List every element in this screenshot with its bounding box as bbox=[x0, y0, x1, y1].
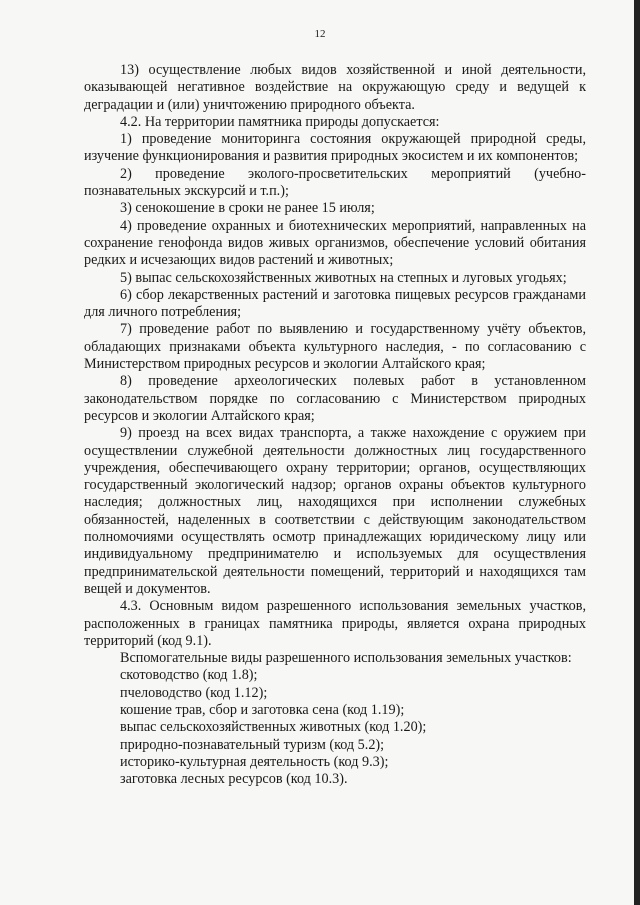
allowed-item-8: 8) проведение археологических полевых работ в установленном законодательством порядке по согласованию с Министерством природных ресурсов и экологии Алтайского края; bbox=[84, 373, 586, 424]
allowed-item-4: 4) проведение охранных и биотехнических мероприятий, направленных на сохранение генофонда видов живых организмов, обеспечение условий обитания редких и исчезающих видов растений и животных; bbox=[84, 217, 586, 269]
auxiliary-use-item: пчеловодство (код 1.12); bbox=[120, 684, 268, 701]
auxiliary-use-item: историко-культурная деятельность (код 9.3); bbox=[120, 753, 389, 770]
auxiliary-use-item: кошение трав, сбор и заготовка сена (код 1.19); bbox=[120, 701, 405, 718]
auxiliary-use-item: выпас сельскохозяйственных животных (код 1.20); bbox=[120, 719, 427, 736]
allowed-item-2: 2) проведение эколого-просветительских мероприятий (учебно-познавательных экскурсий и т.п.); bbox=[84, 165, 586, 200]
section-4-3-paragraph: 4.3. Основным видом разрешенного использования земельных участков, расположенных в границах памятника природы, является охрана природных территорий (код 9.1). bbox=[84, 598, 586, 649]
scan-edge-border bbox=[634, 0, 640, 905]
page-number: 12 bbox=[314, 28, 326, 40]
auxiliary-use-item: природно-познавательный туризм (код 5.2); bbox=[120, 736, 385, 753]
allowed-item-3: 3) сенокошение в сроки не ранее 15 июля; bbox=[120, 200, 375, 217]
auxiliary-use-item: заготовка лесных ресурсов (код 10.3). bbox=[120, 771, 348, 788]
allowed-item-9: 9) проезд на всех видах транспорта, а также нахождение с оружием при осуществлении служебной деятельности должностных лиц государственного учреждения, обеспечивающего охрану территории; органов, осуществляющих государственный экологический надзор; органов охраны объектов культурного наследия; должностных лиц, находящихся при исполнении служебных обязанностей, наделенных в соответствии с действующим законодательством полномочиями осуществлять осмотр принадлежащих юридическому лицу или индивидуальному предпринимателю и используемых для осуществления предпринимательской деятельности помещений, территорий и находящихся там вещей и документов. bbox=[84, 425, 586, 597]
section-4-2-heading: 4.2. На территории памятника природы допускается: bbox=[120, 113, 440, 130]
auxiliary-use-item: скотоводство (код 1.8); bbox=[120, 667, 258, 684]
allowed-item-6: 6) сбор лекарственных растений и заготовка пищевых ресурсов гражданами для личного потребления; bbox=[84, 286, 586, 321]
allowed-item-5: 5) выпас сельскохозяйственных животных на степных и луговых угодьях; bbox=[120, 269, 567, 286]
allowed-item-7: 7) проведение работ по выявлению и государственному учёту объектов, обладающих признаками объекта культурного наследия, - по согласованию с Министерством природных ресурсов и экологии Алтайского края; bbox=[84, 321, 586, 373]
auxiliary-uses-heading: Вспомогательные виды разрешенного использования земельных участков: bbox=[120, 650, 572, 667]
paragraph-item-13: 13) осуществление любых видов хозяйственной и иной деятельности, оказывающей негативное воздействие на окружающую среду и ведущей к деградации и (или) уничтожению природного объекта. bbox=[84, 62, 586, 113]
document-body bbox=[84, 62, 586, 788]
allowed-item-1: 1) проведение мониторинга состояния окружающей природной среды, изучение функционирования и развития природных экосистем и их компонентов; bbox=[84, 131, 586, 165]
